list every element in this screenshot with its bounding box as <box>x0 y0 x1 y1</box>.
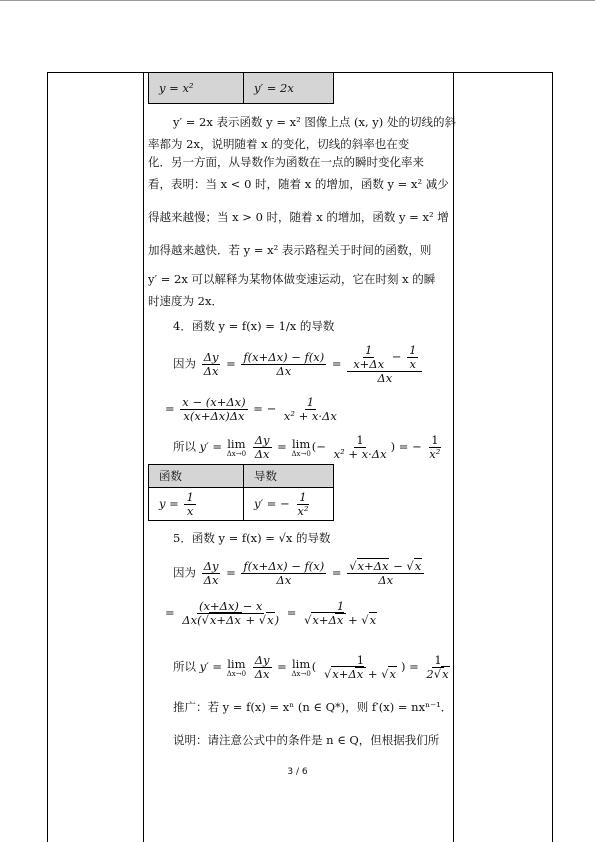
outer-left-border <box>47 72 48 842</box>
section5-heading: 5．函数 y = f(x) = √x 的导数 <box>173 531 331 545</box>
para1-line-3: 化．另一方面，从导数作为函数在一点的瞬时变化率来 <box>148 155 424 169</box>
table1-function: y = x² <box>159 81 194 95</box>
note-line: 说明：请注意公式中的条件是 n ∈ Q，但根据我们所 <box>173 733 440 747</box>
para1-line-5: 得越来越慢；当 x > 0 时，随着 x 的增加，函数 y = x² 增 <box>148 210 449 224</box>
section4-limit-formula: 所以 y′ = lim Δx→0 $\frac{\Delta y}{\Delta x}$ = lim Δx→0 (− $\frac{1}{\text{x² + x·Δx}}$ ) = − $\frac{1}{\text{x²}}$ <box>173 433 441 461</box>
para1-line-8: 时速度为 2x． <box>148 294 223 308</box>
col-right-border <box>453 72 454 842</box>
table2-derivative-cell <box>243 487 334 521</box>
section5-simplify-formula: = $\frac{(x+\Delta x) - x}{\Delta x(√x+\Delta x + √x)}$ = $\frac{1}{√x+\Delta x + √x}$ <box>165 599 377 627</box>
table2-derivative-value: y′ = − $\frac{1}{\text{x²}}$ <box>254 489 309 518</box>
section4-because-formula: 因为 $\frac{\Delta y}{\Delta x}$ = $\frac{f(x+\Delta x) - f(x)}{\Delta x}$ = $\frac{1}{x+\Delta x}$ − $\frac{1}{x}$ Δx <box>173 344 424 385</box>
para1-line-1: y′ = 2x 表示函数 y = x² 图像上点 (x, y) 处的切线的斜 <box>173 115 456 129</box>
col-left-border <box>143 72 144 842</box>
section4-heading: 4．函数 y = f(x) = 1/x 的导数 <box>173 319 335 333</box>
table1-left-cell <box>148 72 244 104</box>
para1-line-6: 加得越来越快．若 y = x² 表示路程关于时间的函数，则 <box>148 243 432 257</box>
section5-limit-formula: 所以 y′ = lim Δx→0 $\frac{\Delta y}{\Delta x}$ = lim Δx→0 ( $\frac{1}{√x+\Delta x + √x}$ ) = $\frac{1}{2√x}$ <box>173 653 449 681</box>
page-top-rule <box>0 0 595 1</box>
table2-function-value: y = $\frac{1}{x}$ <box>159 489 194 518</box>
para1-line-4: 看，表明：当 x < 0 时，随着 x 的增加，函数 y = x² 减少 <box>148 177 449 191</box>
outer-right-border <box>552 72 553 842</box>
table1-derivative: y′ = 2x <box>254 81 294 95</box>
table2-function-cell <box>148 487 244 521</box>
page-number: 3 / 6 <box>287 767 308 777</box>
section4-simplify-formula: = $\frac{x - (x+\Delta x)}{x(x+\Delta x)\Delta x}$ = − $\frac{1}{\text{x² + x·Δx}}$ <box>165 395 337 423</box>
para1-line-7: y′ = 2x 可以解释为某物体做变速运动，它在时刻 x 的瞬 <box>148 272 436 286</box>
table1-right-cell <box>243 72 334 104</box>
generalization-line: 推广：若 y = f(x) = xⁿ (n ∈ Q*)，则 f′(x) = nxⁿ⁻¹． <box>173 700 453 714</box>
para1-line-2: 率都为 2x，说明随着 x 的变化，切线的斜率也在变 <box>148 137 410 151</box>
section5-because-formula: 因为 $\frac{\Delta y}{\Delta x}$ = $\frac{f(x+\Delta x) - f(x)}{\Delta x}$ = $\frac{√x+\Delta x - √x}{\Delta x}$ <box>173 560 426 587</box>
table2-header-derivative: 导数 <box>243 464 334 488</box>
table2-header-function: 函数 <box>148 464 244 488</box>
